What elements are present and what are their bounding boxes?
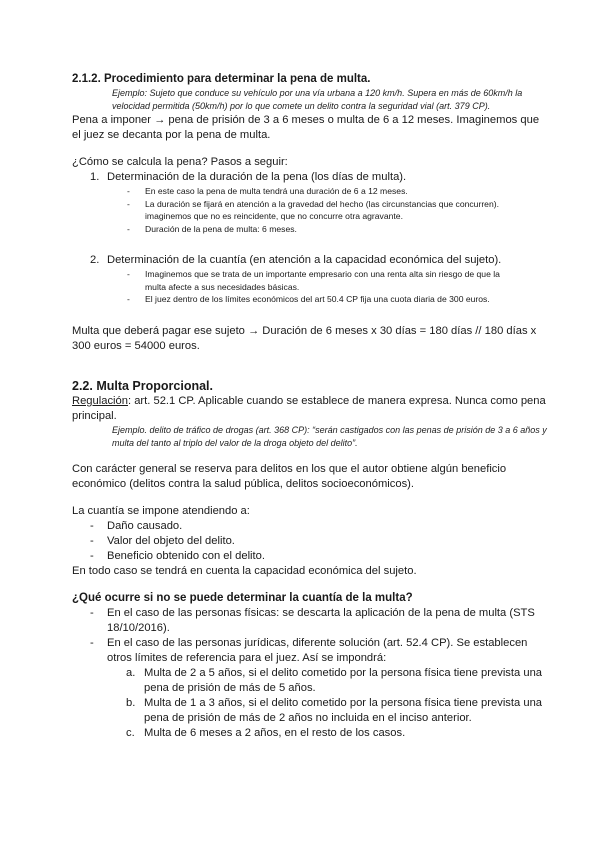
regulation-label: Regulación: [72, 394, 128, 407]
step-2: [72, 253, 550, 268]
list-item: - En este caso la pena de multa tendrá una duración de 6 a 12 meses.: [72, 185, 550, 198]
example-drug-trafficking: Ejemplo. delito de tráfico de drogas (art. 368 CP): “serán castigados con las penas de prisión de 3 a 6 años y multa del tanto al triplo del valor de la droga objeto del delito”.: [112, 424, 547, 448]
item-letter: a.: [126, 666, 136, 679]
item-text: Multa de 2 a 5 años, si el delito cometido por la persona física tiene prevista una pena de prisión de más de 5 años.: [144, 666, 543, 694]
item-letter: c.: [126, 726, 135, 739]
step-2-details: [72, 268, 550, 306]
fine-result: Multa que deberá pagar ese sujeto → Duración de 6 meses x 30 días = 180 días // 180 días x 300 euros = 54000 euros.: [72, 324, 537, 352]
question-heading: ¿Qué ocurre si no se puede determinar la cuantía de la multa?: [72, 591, 413, 604]
list-item: - En el caso de las personas físicas: se descarta la aplicación de la pena de multa (STS 18/10/2016).: [72, 606, 550, 636]
list-item: - Imaginemos que se trata de un importante empresario con una renta alta sin riesgo de que la multa afecte a sus necesidades básicas.: [72, 268, 550, 293]
steps-list-2: [72, 253, 550, 268]
legal-persons-list: [72, 666, 550, 741]
regulation-text: : art. 52.1 CP. Aplicable cuando se establece de manera expresa. Nunca como pena principal.: [72, 394, 546, 422]
calc-question: ¿Cómo se calcula la pena? Pasos a seguir:: [72, 156, 288, 168]
list-item: [72, 666, 550, 696]
item-text: Multa de 1 a 3 años, si el delito cometido por la persona física tiene prevista una pena de prisión de más de 2 años no incluida en el inciso anterior.: [144, 696, 543, 724]
list-item: - En el caso de las personas jurídicas, diferente solución (art. 52.4 CP). Se establecen otros límites de referencia para el juez. Así se impondrá:: [72, 636, 550, 666]
economic-capacity-note: En todo caso se tendrá en cuenta la capacidad económica del sujeto.: [72, 564, 417, 577]
cuantia-intro: La cuantía se impone atendiendo a:: [72, 504, 250, 517]
penalty-intro: Pena a imponer → pena de prisión de 3 a 6 meses o multa de 6 a 12 meses. Imaginemos que el juez se decanta por la pena de multa.: [72, 114, 540, 141]
step-1: [72, 170, 550, 185]
item-letter: b.: [126, 696, 136, 709]
step-number: 1.: [90, 171, 100, 183]
general-paragraph: Con carácter general se reserva para delitos en los que el autor obtiene algún beneficio económico (delitos contra la salud pública, delitos socioeconómicos).: [72, 462, 507, 490]
list-item: - Duración de la pena de multa: 6 meses.: [72, 223, 550, 236]
section-heading-2-2: 2.2. Multa Proporcional.: [72, 378, 213, 393]
list-item: [72, 726, 550, 741]
list-item: [72, 696, 550, 726]
list-item: - La duración se fijará en atención a la gravedad del hecho (las circunstancias que concurren). imaginemos que no es reincidente, que no concurre otra agravante.: [72, 198, 550, 223]
item-text: Multa de 6 meses a 2 años, en el resto de los casos.: [144, 726, 406, 739]
list-item: - Daño causado.: [72, 519, 550, 534]
regulation-paragraph: [72, 394, 550, 424]
list-item: - El juez dentro de los límites económicos del art 50.4 CP fija una cuota diaria de 300 euros.: [72, 293, 550, 306]
steps-list: [72, 170, 550, 185]
section-heading-2-1-2: 2.1.2. Procedimiento para determinar la pena de multa.: [72, 73, 371, 85]
step-number: 2.: [90, 254, 100, 266]
step-label: Determinación de la duración de la pena (los días de multa).: [107, 171, 407, 183]
list-item: - Beneficio obtenido con el delito.: [72, 549, 550, 564]
question-list: [72, 606, 550, 666]
example-speeding: Ejemplo: Sujeto que conduce su vehículo por una vía urbana a 120 km/h. Supera en más de 60km/h la velocidad permitida (50km/h) por lo que comete un delito contra la seguridad vial (art. 379 CP).: [112, 88, 523, 111]
cuantia-list: [72, 519, 550, 564]
list-item: - Valor del objeto del delito.: [72, 534, 550, 549]
step-label: Determinación de la cuantía (en atención a la capacidad económica del sujeto).: [107, 254, 502, 266]
step-1-details: [72, 185, 550, 235]
